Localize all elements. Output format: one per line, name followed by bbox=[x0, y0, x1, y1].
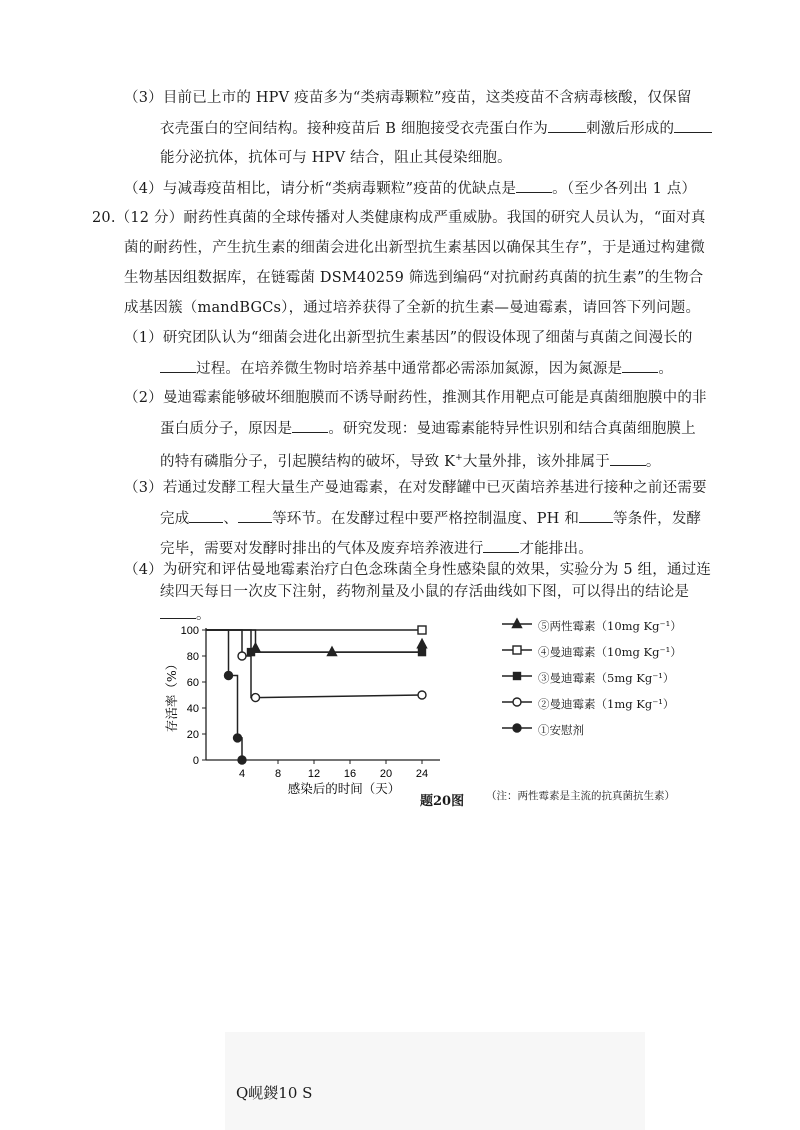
survival-chart bbox=[150, 610, 450, 800]
legend-label: ④曼迪霉素（10mg Kg⁻¹） bbox=[538, 645, 682, 659]
q20-s1-line2b: 。 bbox=[658, 361, 674, 377]
q20-s3-line2a: 完成 bbox=[160, 511, 190, 527]
legend-marker bbox=[513, 646, 521, 654]
x-tick-label: 12 bbox=[307, 768, 321, 780]
x-tick-label: 4 bbox=[238, 768, 246, 780]
q19-p3-line1: （3）目前已上市的 HPV 疫苗多为“类病毒颗粒”疫苗，这类疫苗不含病毒核酸，仅保留 bbox=[124, 90, 692, 106]
answer-blank[interactable] bbox=[516, 178, 552, 193]
series-line-3 bbox=[206, 630, 422, 652]
q20-s3-line3 bbox=[160, 538, 593, 559]
answer-blank[interactable] bbox=[189, 508, 223, 523]
y-tick-label: 80 bbox=[186, 651, 199, 663]
q20-stem-line4: 成基因簇（mandBGCs），通过培养获得了全新的抗生素—曼迪霉素，请回答下列问题。 bbox=[124, 300, 701, 316]
q19-p3-line2 bbox=[160, 118, 712, 139]
data-point-series-2 bbox=[418, 626, 426, 634]
q20-s3-line3a: 完毕，需要对发酵时排出的气体及废弃培养液进行 bbox=[160, 541, 484, 557]
q20-s4-line3a: 。 bbox=[196, 607, 211, 623]
data-point-series-5 bbox=[234, 734, 242, 742]
data-point-series-1 bbox=[328, 647, 337, 656]
legend-item bbox=[500, 719, 730, 745]
chart-legend bbox=[500, 615, 730, 745]
legend-symbol bbox=[500, 695, 534, 709]
data-point-series-4 bbox=[238, 652, 246, 660]
data-point-series-3 bbox=[248, 649, 255, 656]
q19-p4a: （4）与减毒疫苗相比，请分析“类病毒颗粒”疫苗的优缺点是 bbox=[124, 181, 517, 197]
chart-note: （注：两性霉素是主流的抗真菌抗生素） bbox=[486, 790, 675, 802]
legend-marker bbox=[513, 698, 521, 706]
legend-label: ⑤两性霉素（10mg Kg⁻¹） bbox=[538, 619, 682, 633]
figure-title: 题20图 bbox=[420, 794, 465, 809]
q20-s3-line2 bbox=[160, 508, 701, 529]
y-tick-label: 100 bbox=[180, 625, 199, 637]
legend-symbol bbox=[500, 669, 534, 683]
data-point-series-4 bbox=[418, 691, 426, 699]
legend-item bbox=[500, 667, 730, 693]
data-point-series-1 bbox=[418, 639, 427, 648]
y-axis-label: 存活率（%） bbox=[164, 657, 179, 733]
q20-s2-line2b: 。研究发现：曼迪霉素能特异性识别和结合真菌细胞膜上 bbox=[328, 421, 696, 437]
q20-s2-line2a: 蛋白质分子，原因是 bbox=[160, 421, 293, 437]
data-point-series-4 bbox=[252, 694, 260, 702]
y-tick-label: 0 bbox=[192, 755, 199, 767]
q20-stem-line2: 菌的耐药性，产生抗生素的细菌会进化出新型抗生素基因以确保其生存”，于是通过构建微 bbox=[124, 240, 705, 256]
answer-blank[interactable] bbox=[238, 508, 272, 523]
data-point-series-5 bbox=[238, 756, 246, 764]
q20-s4-line1: （4）为研究和评估曼地霉素治疗白色念珠菌全身性感染鼠的效果，实验分为 5 组，通过连 bbox=[124, 562, 712, 578]
q20-s1-line1: （1）研究团队认为“细菌会进化出新型抗生素基因”的假设体现了细菌与真菌之间漫长的 bbox=[124, 330, 693, 346]
q20-s2-line3b: 大量外排，该外排属于 bbox=[462, 453, 610, 470]
q20-s1-line2 bbox=[160, 358, 673, 379]
answer-blank[interactable] bbox=[483, 538, 519, 553]
legend-label: ①安慰剂 bbox=[538, 723, 584, 737]
legend-label: ③曼迪霉素（5mg Kg⁻¹） bbox=[538, 671, 675, 685]
q20-s2-line3 bbox=[160, 448, 661, 472]
legend-symbol bbox=[500, 617, 534, 631]
legend-label: ②曼迪霉素（1mg Kg⁻¹） bbox=[538, 697, 675, 711]
answer-blank[interactable] bbox=[674, 118, 712, 133]
q20-s2-line1: （2）曼迪霉素能够破坏细胞膜而不诱导耐药性，推测其作用靶点可能是真菌细胞膜中的非 bbox=[124, 390, 707, 406]
answer-blank[interactable] bbox=[579, 508, 613, 523]
legend-symbol bbox=[500, 643, 534, 657]
legend-symbol bbox=[500, 721, 534, 735]
answer-blank[interactable] bbox=[548, 118, 586, 133]
q20-s4-line2: 续四天每日一次皮下注射，药物剂量及小鼠的存活曲线如下图，可以得出的结论是 bbox=[160, 584, 690, 600]
series-line-1 bbox=[206, 630, 422, 652]
x-tick-label: 20 bbox=[379, 768, 393, 780]
answer-blank[interactable] bbox=[622, 358, 658, 373]
series-line-4 bbox=[206, 630, 422, 698]
q19-p3-line2a: 衣壳蛋白的空间结构。接种疫苗后 B 细胞接受衣壳蛋白作为 bbox=[160, 121, 548, 137]
q20-s1-line2a: 过程。在培养微生物时培养基中通常都必需添加氮源，因为氮源是 bbox=[196, 361, 623, 377]
legend-item bbox=[500, 693, 730, 719]
answer-blank[interactable] bbox=[160, 358, 196, 373]
q20-s3-line2d: 等条件，发酵 bbox=[613, 511, 702, 527]
legend-marker bbox=[514, 673, 521, 680]
footer-area bbox=[225, 1032, 645, 1130]
q20-s2-line3c: 。 bbox=[645, 453, 661, 470]
x-axis-label: 感染后的时间（天） bbox=[287, 781, 401, 796]
q19-p3-line2b: 刺激后形成的 bbox=[585, 121, 675, 137]
q20-s3-line2b: 、 bbox=[223, 511, 239, 527]
q19-p4-line bbox=[124, 178, 696, 199]
y-tick-label: 60 bbox=[186, 677, 199, 689]
q20-s2-line2 bbox=[160, 418, 696, 439]
x-tick-label: 8 bbox=[274, 768, 282, 780]
superscript-plus: + bbox=[455, 453, 463, 463]
x-tick-label: 24 bbox=[415, 768, 429, 780]
answer-blank[interactable] bbox=[292, 418, 328, 433]
data-point-series-3 bbox=[419, 649, 426, 656]
y-tick-label: 40 bbox=[186, 703, 199, 715]
y-tick-label: 20 bbox=[186, 729, 199, 741]
page-footer: Q岘鍐10 S bbox=[236, 1084, 313, 1102]
legend-item bbox=[500, 641, 730, 667]
q19-p3-line3: 能分泌抗体，抗体可与 HPV 结合，阻止其侵染细胞。 bbox=[160, 150, 512, 166]
answer-blank[interactable] bbox=[610, 451, 646, 466]
q20-s3-line3b: 才能排出。 bbox=[519, 541, 593, 557]
q20-stem-line1: 20.（12 分）耐药性真菌的全球传播对人类健康构成严重威胁。我国的研究人员认为，“面对真 bbox=[92, 210, 706, 226]
legend-marker bbox=[513, 724, 521, 732]
q19-p4b: 。（至少各列出 1 点） bbox=[552, 181, 697, 197]
q20-s2-line3a: 的特有磷脂分子，引起膜结构的破坏，导致 K bbox=[160, 453, 456, 470]
q20-s3-line2c: 等环节。在发酵过程中要严格控制温度、PH 和 bbox=[272, 511, 580, 527]
data-point-series-5 bbox=[225, 672, 233, 680]
x-tick-label: 16 bbox=[343, 768, 357, 780]
legend-item bbox=[500, 615, 730, 641]
q20-stem-line3: 生物基因组数据库，在链霉菌 DSM40259 筛选到编码“对抗耐药真菌的抗生素”的生物合 bbox=[124, 270, 704, 286]
q20-s3-line1: （3）若通过发酵工程大量生产曼迪霉素，在对发酵罐中已灭菌培养基进行接种之前还需要 bbox=[124, 480, 707, 496]
